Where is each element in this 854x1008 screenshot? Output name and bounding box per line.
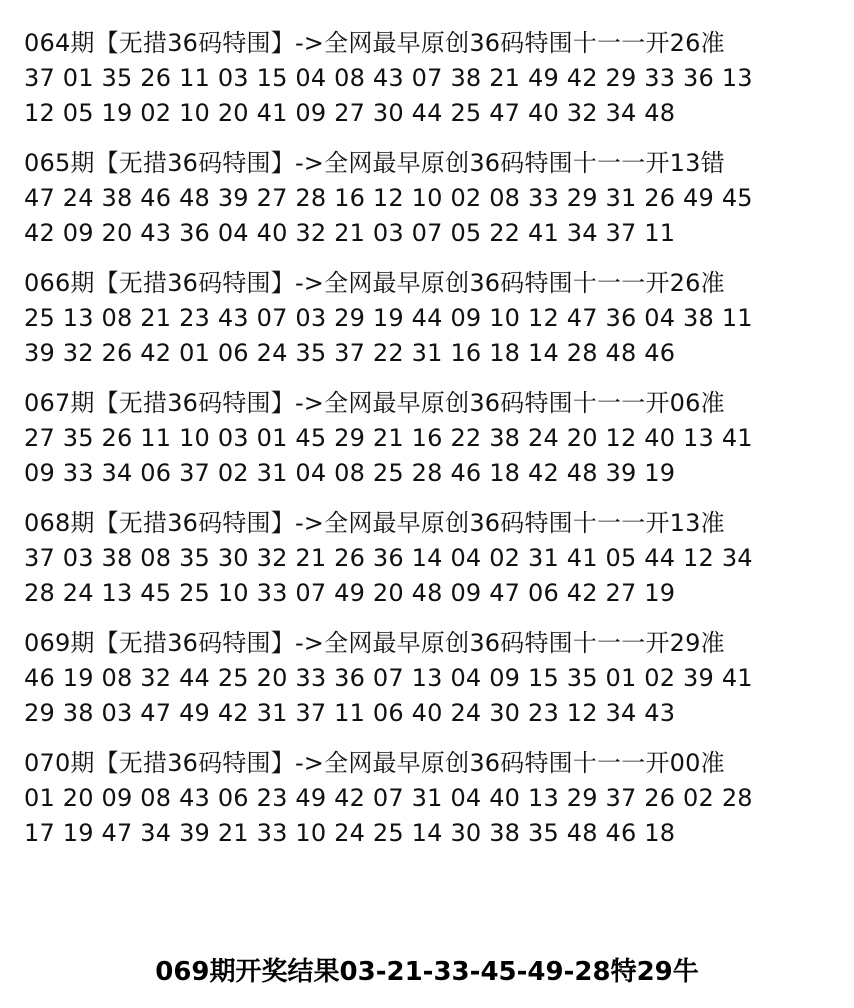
issue-list: [24, 26, 834, 866]
issue-header: 065期【无措36码特围】->全网最早原创36码特围十一一开13错: [24, 149, 725, 177]
number-row: 39 32 26 42 01 06 24 35 37 22 31 16 18 14 28 48 46: [24, 339, 676, 367]
issue-block: [24, 746, 834, 851]
issue-header: 066期【无措36码特围】->全网最早原创36码特围十一一开26准: [24, 269, 725, 297]
issue-block: [24, 506, 834, 611]
issue-block: [24, 386, 834, 491]
number-row: 29 38 03 47 49 42 31 37 11 06 40 24 30 23 12 34 43: [24, 699, 676, 727]
number-row: 37 03 38 08 35 30 32 21 26 36 14 04 02 31 41 05 44 12 34: [24, 544, 753, 572]
number-row: 12 05 19 02 10 20 41 09 27 30 44 25 47 40 32 34 48: [24, 99, 676, 127]
number-row: 27 35 26 11 10 03 01 45 29 21 16 22 38 24 20 12 40 13 41: [24, 424, 753, 452]
issue-header: 069期【无措36码特围】->全网最早原创36码特围十一一开29准: [24, 629, 725, 657]
issue-block: [24, 146, 834, 251]
number-row: 25 13 08 21 23 43 07 03 29 19 44 09 10 12 47 36 04 38 11: [24, 304, 753, 332]
issue-header: 064期【无措36码特围】->全网最早原创36码特围十一一开26准: [24, 29, 725, 57]
draw-result: 069期开奖结果03-21-33-45-49-28特29牛: [155, 957, 699, 987]
number-row: 28 24 13 45 25 10 33 07 49 20 48 09 47 06 42 27 19: [24, 579, 676, 607]
number-row: 17 19 47 34 39 21 33 10 24 25 14 30 38 35 48 46 18: [24, 819, 676, 847]
number-row: 09 33 34 06 37 02 31 04 08 25 28 46 18 42 48 39 19: [24, 459, 676, 487]
issue-block: [24, 626, 834, 731]
number-row: 46 19 08 32 44 25 20 33 36 07 13 04 09 15 35 01 02 39 41: [24, 664, 753, 692]
issue-header: 068期【无措36码特围】->全网最早原创36码特围十一一开13准: [24, 509, 725, 537]
issue-block: [24, 266, 834, 371]
number-row: 42 09 20 43 36 04 40 32 21 03 07 05 22 41 34 37 11: [24, 219, 676, 247]
number-row: 01 20 09 08 43 06 23 49 42 07 31 04 40 13 29 37 26 02 28: [24, 784, 753, 812]
number-row: 37 01 35 26 11 03 15 04 08 43 07 38 21 49 42 29 33 36 13: [24, 64, 753, 92]
issue-header: 070期【无措36码特围】->全网最早原创36码特围十一一开00准: [24, 749, 725, 777]
issue-block: [24, 26, 834, 131]
issue-header: 067期【无措36码特围】->全网最早原创36码特围十一一开06准: [24, 389, 725, 417]
number-row: 47 24 38 46 48 39 27 28 16 12 10 02 08 33 29 31 26 49 45: [24, 184, 753, 212]
